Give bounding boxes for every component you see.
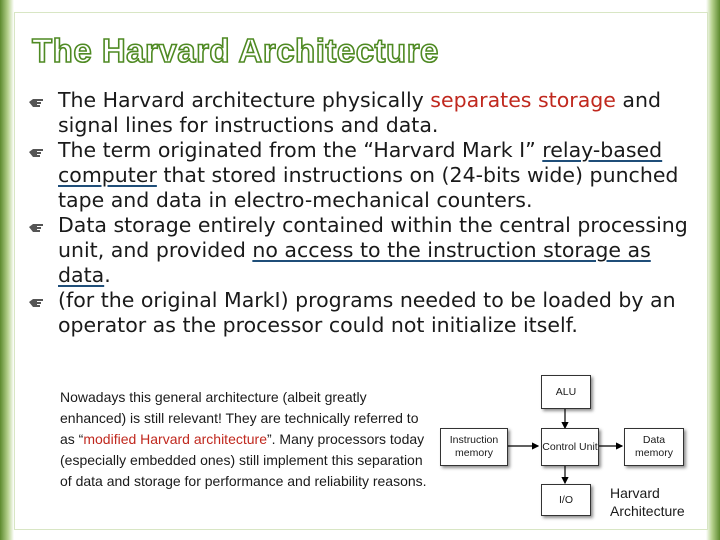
bullet-underlined: relay-based computer xyxy=(58,138,663,187)
data-memory-box xyxy=(624,428,684,466)
note-text: ”. Many processors today (especially embedded ones) still implement this separation of data and storage for performance and reliability reasons. xyxy=(60,431,427,489)
diagram-caption: Harvard Architecture xyxy=(610,485,685,519)
note-text: Nowadays this general architecture (albeit greatly enhanced) is still relevant! They are technically referred to as “ xyxy=(60,389,419,447)
bullet-text: and signal lines for instructions and data. xyxy=(58,88,661,137)
bullet-text: Data storage entirely contained within the central processing unit, and provided xyxy=(58,213,688,262)
bullet-text: (for the original MarkI) programs needed to be loaded by an operator as the processor could not initialize itself. xyxy=(58,288,676,337)
note-highlight: modified Harvard architecture xyxy=(83,431,267,447)
page-title: The Harvard Architecture xyxy=(32,32,439,69)
bullet-highlight: separates storage xyxy=(430,88,616,112)
instruction-memory-label: Instruction memory xyxy=(449,434,499,459)
io-label: I/O xyxy=(558,493,573,506)
alu-box xyxy=(541,375,591,409)
bullet-text: that stored instructions on (24-bits wide) punched tape and data in electro-mechanical counters. xyxy=(58,163,679,212)
data-memory-label: Data memory xyxy=(635,434,673,459)
bullet-text: The term originated from the “Harvard Mark I” xyxy=(58,138,543,162)
bullet-text: . xyxy=(104,263,111,287)
control-unit-box xyxy=(541,428,599,466)
instruction-memory-box xyxy=(440,428,508,466)
bullet-underlined: no access to the instruction storage as data xyxy=(58,238,651,287)
control-unit-label: Control Unit xyxy=(542,440,598,453)
alu-label: ALU xyxy=(555,385,577,398)
io-box xyxy=(541,484,591,516)
bullet-text: The Harvard architecture physically xyxy=(58,88,431,112)
